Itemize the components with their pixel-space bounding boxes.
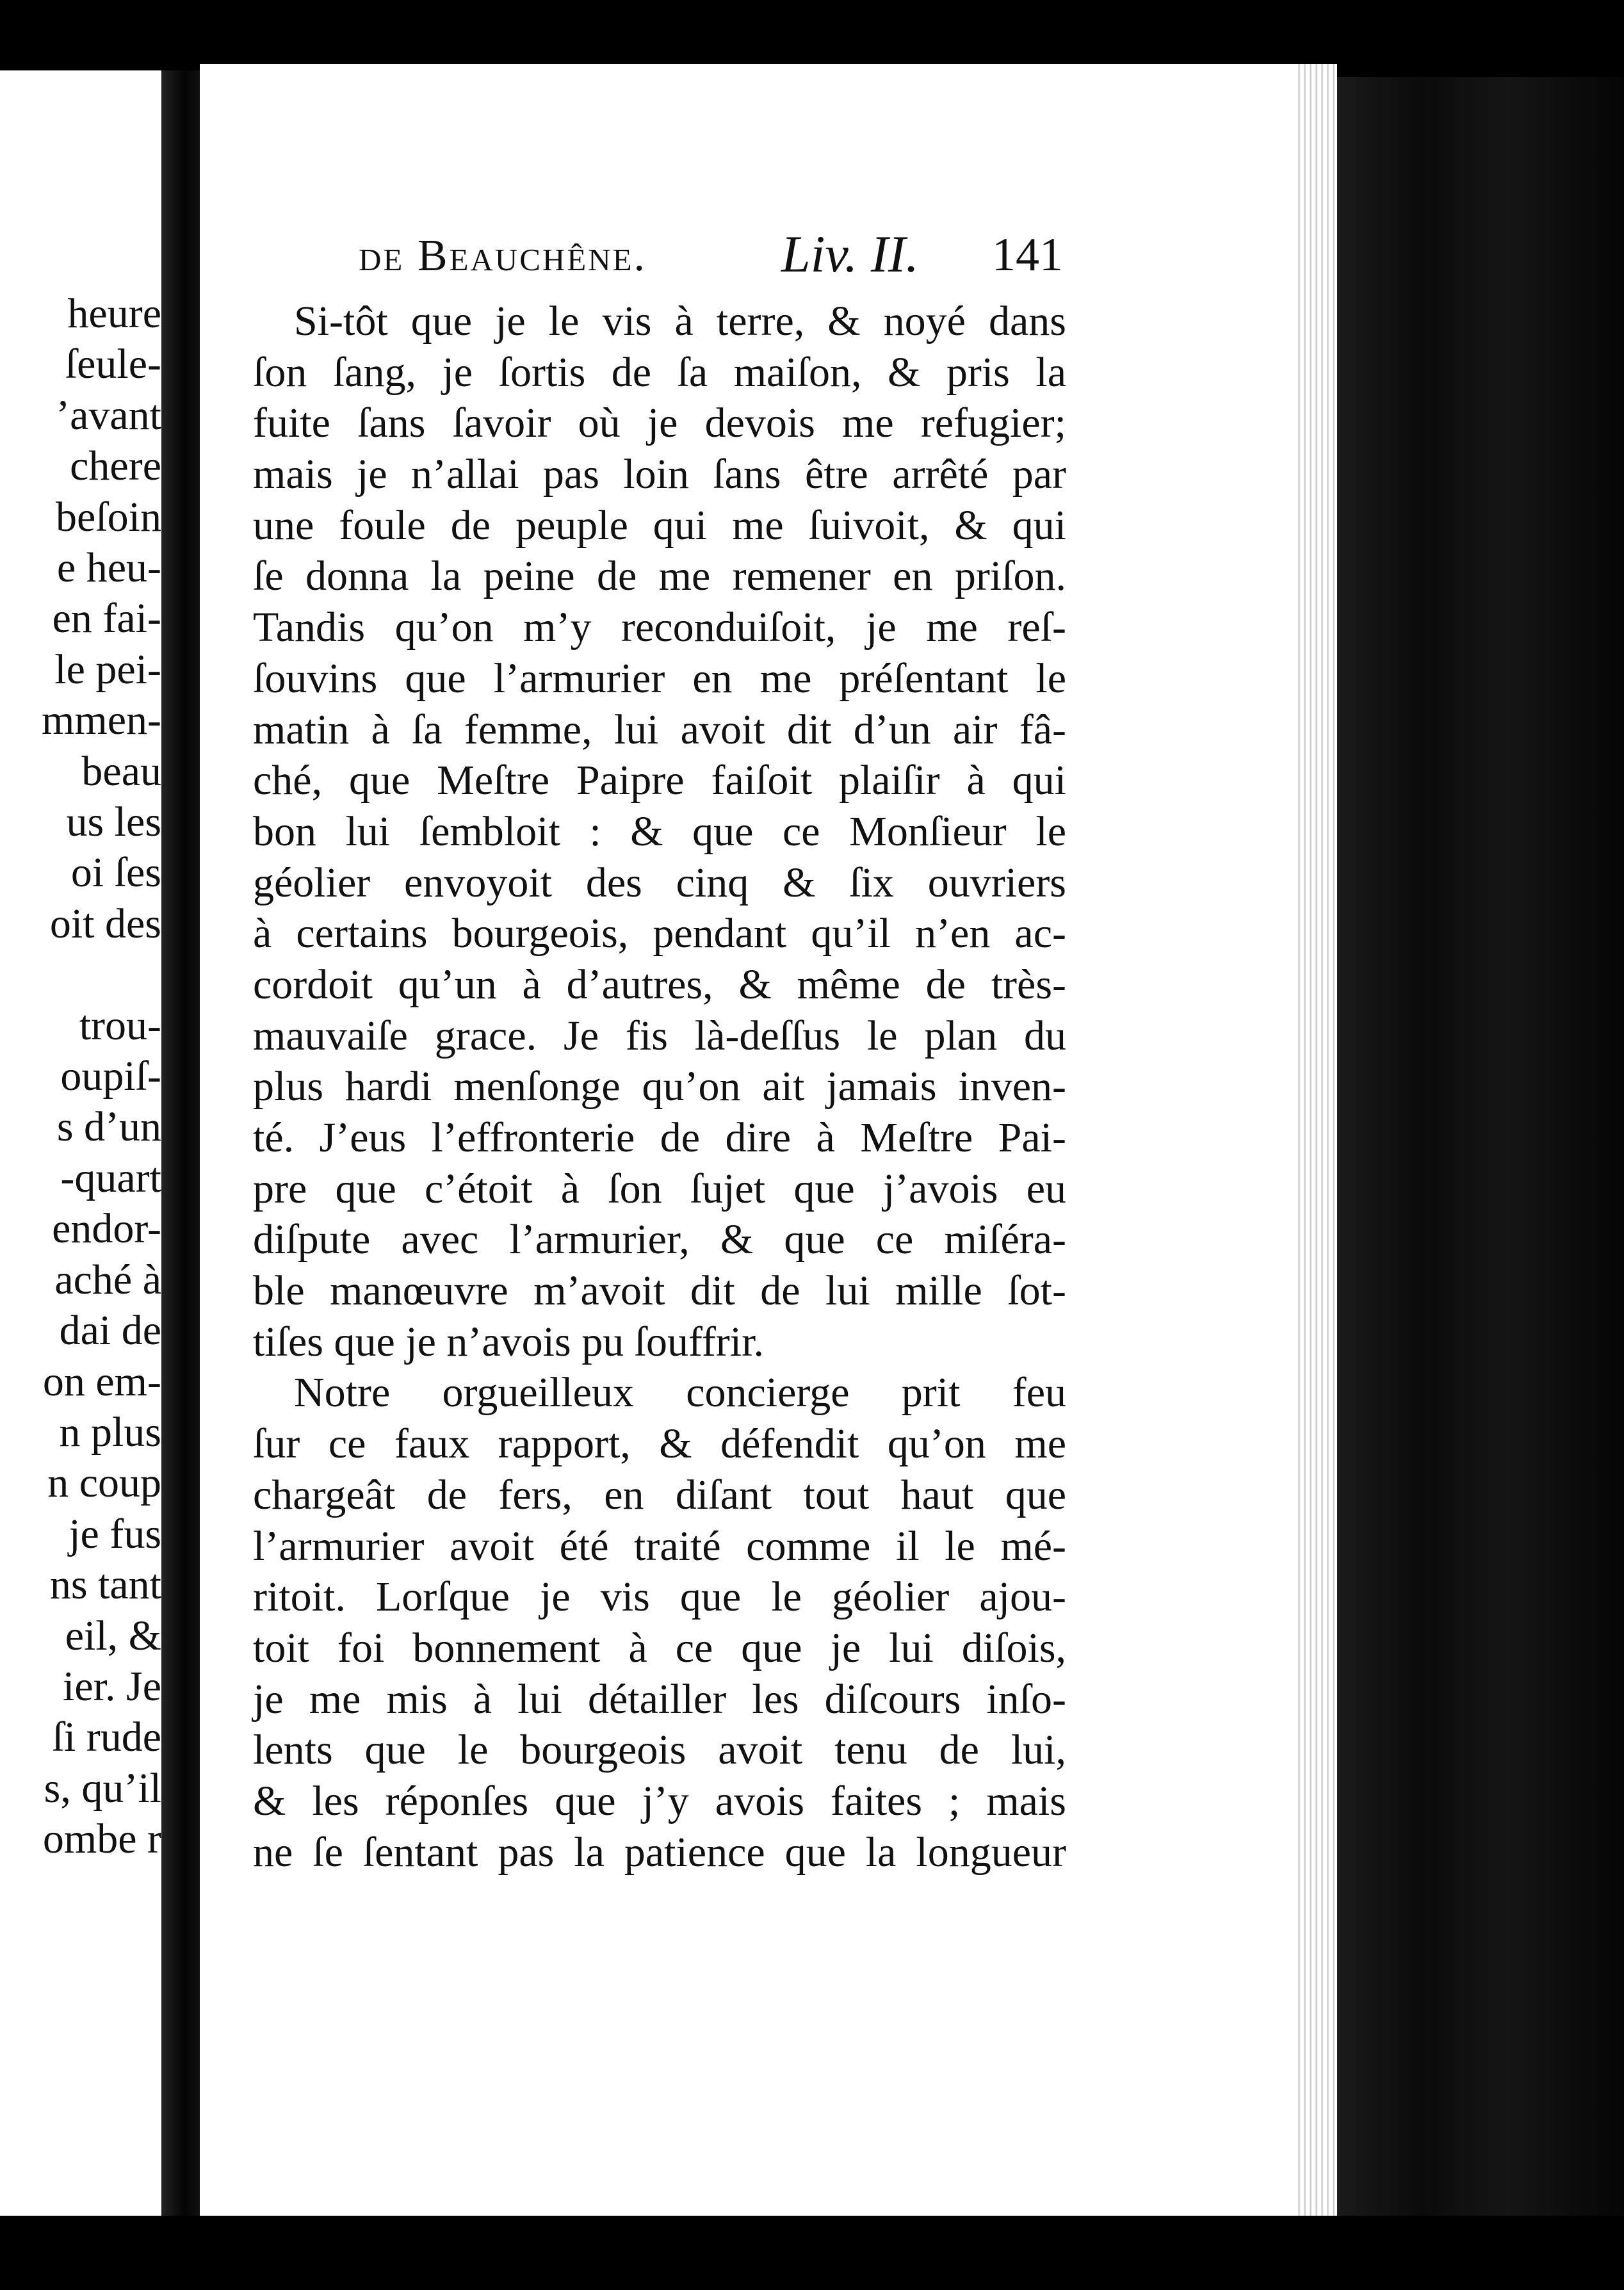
- text-line: ne ſe ſentant pas la patience que la longueur: [253, 1828, 1066, 1876]
- left-line: eil, &: [65, 1612, 161, 1659]
- text-line: chargeât de fers, en diſant tout haut que: [253, 1471, 1066, 1518]
- text-line: géolier envoyoit des cinq & ſix ouvriers: [253, 859, 1066, 906]
- text-line: ſouvins que l’armurier en me préſentant le: [253, 654, 1066, 702]
- left-line: n coup: [47, 1459, 161, 1507]
- text-line: ſur ce faux rapport, & défendit qu’on me: [253, 1420, 1066, 1468]
- left-line: e heu-: [56, 544, 161, 592]
- left-line: trou-: [79, 1002, 161, 1049]
- text-line: l’armurier avoit été traité comme il le mé-: [253, 1522, 1066, 1570]
- text-line: diſpute avec l’armurier, & que ce miſéra-: [253, 1216, 1066, 1263]
- text-line: ble manœuvre m’avoit dit de lui mille ſot-: [253, 1267, 1066, 1315]
- left-line: ombe r: [42, 1815, 161, 1863]
- left-line: dai de: [59, 1307, 161, 1354]
- left-line: je fus: [69, 1510, 161, 1557]
- page-edges: [1295, 64, 1337, 2216]
- text-line: té. J’eus l’effronterie de dire à Meſtre Pai-: [253, 1114, 1066, 1161]
- left-line: us les: [66, 799, 161, 846]
- left-line: oupiſ-: [60, 1053, 161, 1100]
- text-line: ché, que Meſtre Paipre faiſoit plaiſir à qui: [253, 757, 1066, 804]
- left-line: oi ſes: [70, 849, 161, 897]
- running-title: de Beauchêne.: [359, 231, 647, 280]
- left-line: ſi rude: [52, 1714, 161, 1761]
- text-line: une foule de peuple qui me ſuivoit, & qui: [253, 501, 1066, 549]
- left-line: le pei-: [54, 646, 161, 693]
- text-line: ſe donna la peine de me remener en priſon.: [253, 553, 1066, 600]
- text-line: à certains bourgeois, pendant qu’il n’en ac-: [253, 910, 1066, 957]
- running-header: [359, 225, 1063, 295]
- left-line: ns tant: [49, 1561, 161, 1609]
- text-line: mauvaiſe grace. Je fis là-deſſus le plan du: [253, 1012, 1066, 1059]
- text-line: cordoit qu’un à d’autres, & même de très-: [253, 961, 1066, 1008]
- book-number: Liv. II.: [781, 225, 919, 283]
- text-line: plus hardi menſonge qu’on ait jamais inven-: [253, 1063, 1066, 1110]
- text-line: je me mis à lui détailler les diſcours inſo-: [253, 1675, 1066, 1723]
- text-line: matin à ſa femme, lui avoit dit d’un air fâ-: [253, 706, 1066, 753]
- scan-background: [0, 2216, 1624, 2290]
- text-line: fuite ſans ſavoir où je devois me refugier;: [253, 400, 1066, 447]
- left-line: -quart: [60, 1154, 161, 1201]
- left-line: on em-: [42, 1358, 161, 1405]
- book-gutter: [161, 70, 200, 2216]
- left-line: ier. Je: [63, 1662, 161, 1710]
- text-line: toit foi bonnement à ce que je lui diſois,: [253, 1624, 1066, 1671]
- left-line: endor-: [52, 1205, 161, 1253]
- text-line: lents que le bourgeois avoit tenu de lui,: [253, 1726, 1066, 1774]
- left-page-fragment: [0, 70, 161, 2216]
- left-line: ’avant: [56, 391, 161, 439]
- left-line: en fai-: [52, 595, 161, 642]
- left-line: s, qu’il: [44, 1764, 161, 1812]
- left-line: s d’un: [56, 1103, 161, 1151]
- left-line: beſoin: [56, 493, 161, 540]
- text-line: Notre orgueilleux concierge prit feu: [294, 1369, 1066, 1417]
- page-number: 141: [992, 229, 1063, 281]
- left-line: heure: [67, 290, 161, 337]
- left-line: ſeule-: [65, 341, 161, 388]
- text-line: mais je n’allai pas loin ſans être arrêté par: [253, 451, 1066, 498]
- left-line: aché à: [54, 1256, 161, 1303]
- left-page-text: [0, 288, 161, 1865]
- text-line: Tandis qu’on m’y reconduiſoit, je me reſ-: [253, 604, 1066, 651]
- left-line: beau: [81, 747, 161, 795]
- left-line: n plus: [59, 1408, 161, 1456]
- left-line: mmen-: [42, 697, 161, 744]
- body-text: [253, 296, 1066, 1878]
- text-line: ritoit. Lorſque je vis que le géolier ajou-: [253, 1573, 1066, 1621]
- text-line: & les réponſes que j’y avois faites ; mais: [253, 1777, 1066, 1824]
- book-block-shadow: [1337, 77, 1624, 2280]
- text-line: ſon ſang, je ſortis de ſa maiſon, & pris la: [253, 348, 1066, 396]
- left-line: chere: [70, 443, 161, 490]
- text-line: tiſes que je n’avois pu ſouffrir.: [253, 1318, 764, 1365]
- text-line: pre que c’étoit à ſon ſujet que j’avois eu: [253, 1165, 1066, 1212]
- text-line: bon lui ſembloit : & que ce Monſieur le: [253, 808, 1066, 855]
- left-line: oit des: [49, 900, 161, 947]
- left-blank-line: [0, 949, 161, 1000]
- text-line: Si-tôt que je le vis à terre, & noyé dans: [294, 298, 1066, 345]
